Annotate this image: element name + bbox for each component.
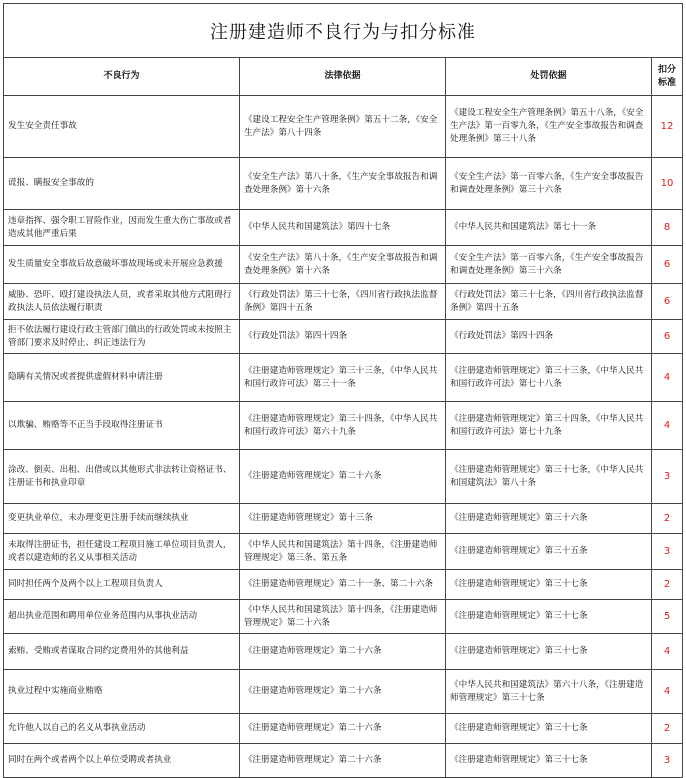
table-row xyxy=(4,354,683,402)
law-cell: 《注册建造师管理规定》第三十三条，《中华人民共和国行政许可法》第三十一条 xyxy=(239,354,445,402)
law-cell: 《注册建造师管理规定》第二十六条 xyxy=(239,670,445,714)
behavior-cell: 隐瞒有关情况或者提供虚假材料申请注册 xyxy=(4,354,240,402)
behavior-cell: 拒不依法履行建设行政主管部门做出的行政处罚或未按照主管部门要求及时停止、纠正违法行为 xyxy=(4,320,240,354)
behavior-cell: 同时担任两个及两个以上工程项目负责人 xyxy=(4,570,240,600)
table-row xyxy=(4,402,683,450)
penalty-table xyxy=(3,57,683,778)
points-cell: 6 xyxy=(652,246,683,284)
penalty-cell: 《注册建造师管理规定》第三十七条 xyxy=(446,600,652,634)
law-cell: 《注册建造师管理规定》第十三条 xyxy=(239,504,445,534)
law-cell: 《安全生产法》第八十条，《生产安全事故报告和调查处理条例》第十六条 xyxy=(239,246,445,284)
law-cell: 《注册建造师管理规定》第二十六条 xyxy=(239,714,445,744)
points-cell: 6 xyxy=(652,320,683,354)
behavior-cell: 谎报、瞒报安全事故的 xyxy=(4,158,240,210)
header-penalty: 处罚依据 xyxy=(446,58,652,96)
behavior-cell: 超出执业范围和聘用单位业务范围内从事执业活动 xyxy=(4,600,240,634)
table-row xyxy=(4,158,683,210)
table-row xyxy=(4,284,683,320)
table-row xyxy=(4,714,683,744)
penalty-cell: 《建设工程安全生产管理条例》第五十八条，《安全生产法》第一百零九条，《生产安全事故报告和调查处理条例》第三十八条 xyxy=(446,96,652,158)
penalty-cell: 《行政处罚法》第三十七条，《四川省行政执法监督条例》第四十五条 xyxy=(446,284,652,320)
points-cell: 10 xyxy=(652,158,683,210)
points-cell: 3 xyxy=(652,744,683,778)
penalty-cell: 《注册建造师管理规定》第三十五条 xyxy=(446,534,652,570)
penalty-cell: 《注册建造师管理规定》第三十七条，《中华人民共和国建筑法》第八十条 xyxy=(446,450,652,504)
points-cell: 12 xyxy=(652,96,683,158)
table-row xyxy=(4,534,683,570)
points-cell: 5 xyxy=(652,600,683,634)
table-row xyxy=(4,634,683,670)
penalty-cell: 《注册建造师管理规定》第三十七条 xyxy=(446,744,652,778)
penalty-cell: 《注册建造师管理规定》第三十六条 xyxy=(446,504,652,534)
law-cell: 《安全生产法》第八十条，《生产安全事故报告和调查处理条例》第十六条 xyxy=(239,158,445,210)
behavior-cell: 发生安全责任事故 xyxy=(4,96,240,158)
penalty-cell: 《注册建造师管理规定》第三十四条，《中华人民共和国行政许可法》第七十九条 xyxy=(446,402,652,450)
points-cell: 8 xyxy=(652,210,683,246)
penalty-cell: 《注册建造师管理规定》第三十七条 xyxy=(446,570,652,600)
law-cell: 《行政处罚法》第三十七条，《四川省行政执法监督条例》第四十五条 xyxy=(239,284,445,320)
points-cell: 4 xyxy=(652,402,683,450)
header-points: 扣分标准 xyxy=(652,58,683,96)
behavior-cell: 未取得注册证书，担任建设工程项目施工单位项目负责人，或者以建造师的名义从事相关活动 xyxy=(4,534,240,570)
law-cell: 《行政处罚法》第四十四条 xyxy=(239,320,445,354)
penalty-cell: 《行政处罚法》第四十四条 xyxy=(446,320,652,354)
penalty-cell: 《安全生产法》第一百零六条，《生产安全事故报告和调查处理条例》第三十六条 xyxy=(446,246,652,284)
header-behavior: 不良行为 xyxy=(4,58,240,96)
law-cell: 《注册建造师管理规定》第二十一条、第二十六条 xyxy=(239,570,445,600)
table-row xyxy=(4,600,683,634)
law-cell: 《注册建造师管理规定》第二十六条 xyxy=(239,450,445,504)
table-row xyxy=(4,246,683,284)
points-cell: 4 xyxy=(652,670,683,714)
points-cell: 2 xyxy=(652,570,683,600)
header-law: 法律依据 xyxy=(239,58,445,96)
points-cell: 3 xyxy=(652,450,683,504)
table-row xyxy=(4,744,683,778)
behavior-cell: 索贿、受贿或者谋取合同约定费用外的其他利益 xyxy=(4,634,240,670)
behavior-cell: 执业过程中实施商业贿赂 xyxy=(4,670,240,714)
behavior-cell: 同时在两个或者两个以上单位受聘或者执业 xyxy=(4,744,240,778)
points-cell: 2 xyxy=(652,504,683,534)
penalty-cell: 《注册建造师管理规定》第三十七条 xyxy=(446,714,652,744)
table-row xyxy=(4,504,683,534)
behavior-cell: 以欺骗、贿赂等不正当手段取得注册证书 xyxy=(4,402,240,450)
page-title: 注册建造师不良行为与扣分标准 xyxy=(3,3,683,57)
law-cell: 《中华人民共和国建筑法》第四十七条 xyxy=(239,210,445,246)
behavior-cell: 涂改、倒卖、出租、出借或以其他形式非法转让资格证书、注册证书和执业印章 xyxy=(4,450,240,504)
points-cell: 4 xyxy=(652,354,683,402)
points-cell: 4 xyxy=(652,634,683,670)
table-row xyxy=(4,96,683,158)
penalty-cell: 《注册建造师管理规定》第三十七条 xyxy=(446,634,652,670)
table-row xyxy=(4,670,683,714)
table-row xyxy=(4,450,683,504)
behavior-cell: 变更执业单位，未办理变更注册手续而继续执业 xyxy=(4,504,240,534)
penalty-cell: 《注册建造师管理规定》第三十三条，《中华人民共和国行政许可法》第七十八条 xyxy=(446,354,652,402)
law-cell: 《建设工程安全生产管理条例》第五十二条，《安全生产法》第八十四条 xyxy=(239,96,445,158)
law-cell: 《中华人民共和国建筑法》第十四条，《注册建造师管理规定》第三条、第五条 xyxy=(239,534,445,570)
penalty-cell: 《中华人民共和国建筑法》第七十一条 xyxy=(446,210,652,246)
points-cell: 2 xyxy=(652,714,683,744)
points-cell: 3 xyxy=(652,534,683,570)
law-cell: 《注册建造师管理规定》第三十四条，《中华人民共和国行政许可法》第六十九条 xyxy=(239,402,445,450)
law-cell: 《中华人民共和国建筑法》第十四条，《注册建造师管理规定》第二十六条 xyxy=(239,600,445,634)
table-row xyxy=(4,320,683,354)
table-row xyxy=(4,210,683,246)
penalty-cell: 《中华人民共和国建筑法》第六十八条，《注册建造师管理规定》第三十七条 xyxy=(446,670,652,714)
table-row xyxy=(4,570,683,600)
law-cell: 《注册建造师管理规定》第二十六条 xyxy=(239,634,445,670)
behavior-cell: 发生质量安全事故后故意破坏事故现场或未开展应急救援 xyxy=(4,246,240,284)
behavior-cell: 违章指挥、强令职工冒险作业，因而发生重大伤亡事故或者造成其他严重后果 xyxy=(4,210,240,246)
table-header-row xyxy=(4,58,683,96)
document-page xyxy=(3,3,683,778)
behavior-cell: 威胁、恐吓、殴打建设执法人员，或者采取其他方式阻碍行政执法人员依法履行职责 xyxy=(4,284,240,320)
penalty-cell: 《安全生产法》第一百零六条，《生产安全事故报告和调查处理条例》第三十六条 xyxy=(446,158,652,210)
behavior-cell: 允许他人以自己的名义从事执业活动 xyxy=(4,714,240,744)
points-cell: 6 xyxy=(652,284,683,320)
law-cell: 《注册建造师管理规定》第二十六条 xyxy=(239,744,445,778)
